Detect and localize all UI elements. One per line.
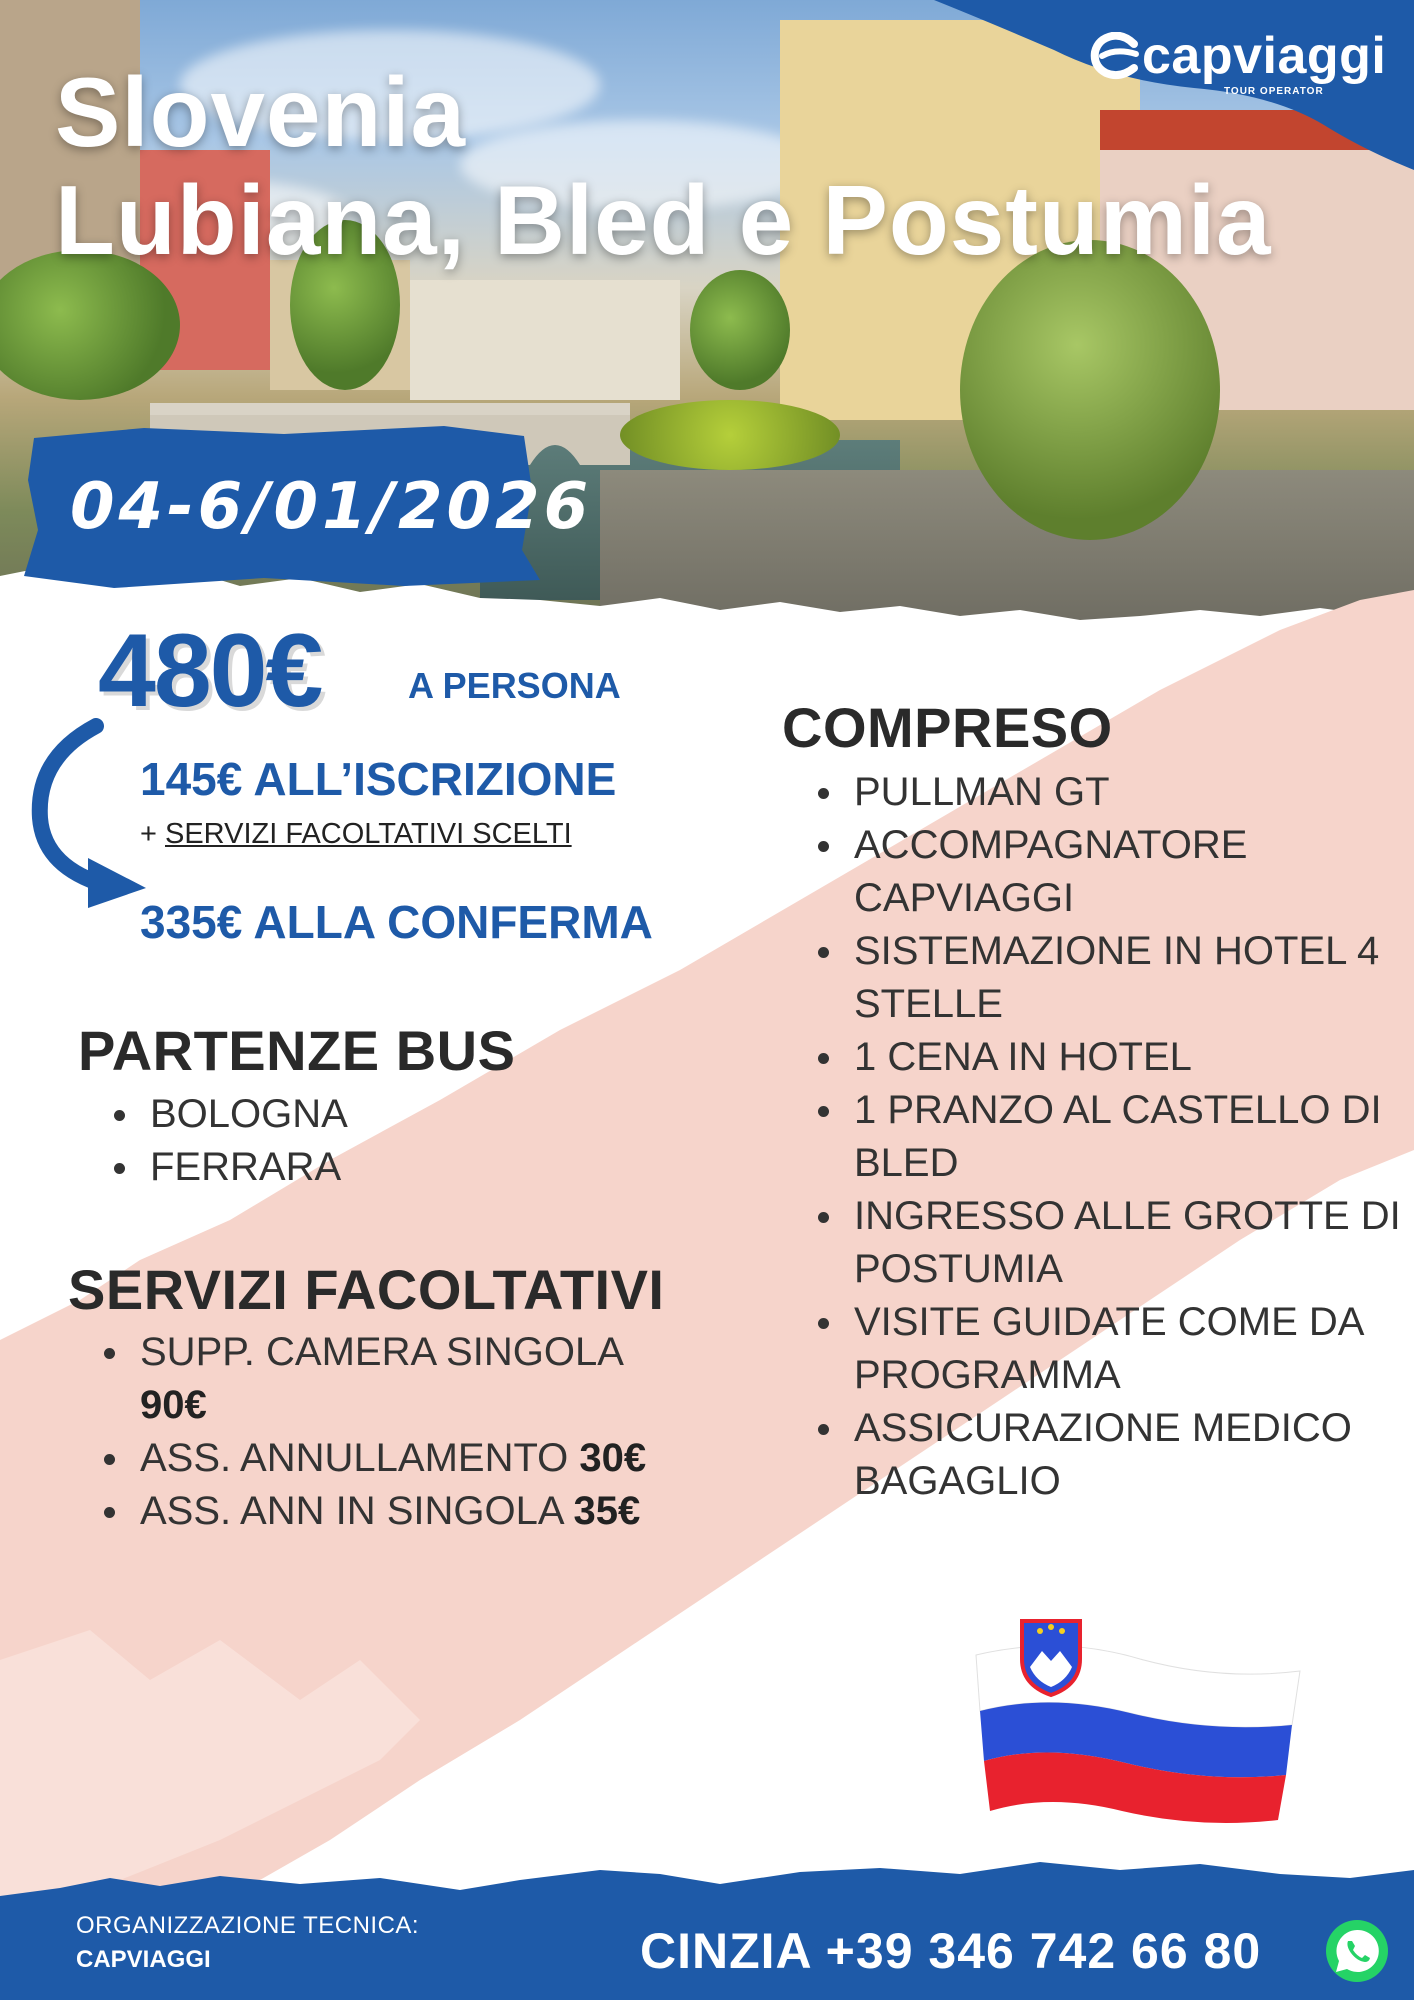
service-price: 35€ — [573, 1489, 641, 1533]
departure-item: FERRARA — [108, 1141, 348, 1194]
price-amount: 480€ — [98, 613, 322, 729]
title-line-1: Slovenia — [55, 57, 467, 167]
optional-service-item — [98, 1485, 698, 1538]
departures-heading: PARTENZE BUS — [78, 1019, 516, 1082]
organizer-name: CAPVIAGGI — [76, 1946, 211, 1973]
service-label: ASS. ANNULLAMENTO — [140, 1436, 569, 1480]
contact-phone[interactable]: CINZIA +39 346 742 66 80 — [640, 1923, 1262, 1979]
included-item: SISTEMAZIONE IN HOTEL 4 STELLE — [812, 925, 1402, 1031]
service-label: ASS. ANN IN SINGOLA — [140, 1489, 563, 1533]
included-heading: COMPRESO — [782, 696, 1113, 759]
slovenia-flag — [970, 1615, 1310, 1835]
included-item: VISITE GUIDATE COME DA PROGRAMMA — [812, 1296, 1402, 1402]
deposit-amount: 145€ ALL’ISCRIZIONE — [140, 753, 617, 805]
included-item: ASSICURAZIONE MEDICO BAGAGLIO — [812, 1402, 1402, 1508]
title-line-2: Lubiana, Bled e Postumia — [55, 165, 1272, 275]
optional-services-note — [140, 818, 572, 851]
price-unit: A PERSONA — [408, 665, 621, 706]
trip-dates: 04-6/01/2026 — [70, 470, 593, 544]
included-item: PULLMAN GT — [812, 766, 1402, 819]
service-price: 30€ — [579, 1436, 647, 1480]
organizer-label: ORGANIZZAZIONE TECNICA: — [76, 1912, 420, 1939]
logo-text: capviaggi — [1142, 27, 1387, 85]
optional-services-link[interactable]: SERVIZI FACOLTATIVI SCELTI — [165, 818, 572, 850]
logo-mark-icon — [1090, 32, 1140, 80]
included-item: INGRESSO ALLE GROTTE DI POSTUMIA — [812, 1190, 1402, 1296]
page-title — [55, 58, 1272, 274]
optional-prefix: + — [140, 818, 165, 850]
service-label: SUPP. CAMERA SINGOLA — [140, 1330, 624, 1374]
included-list — [812, 766, 1402, 1508]
optional-service-item — [98, 1432, 698, 1485]
curved-arrow-icon — [28, 718, 148, 908]
included-item: 1 CENA IN HOTEL — [812, 1031, 1402, 1084]
logo-tagline: TOUR OPERATOR — [1224, 86, 1324, 97]
included-item: ACCOMPAGNATORE CAPVIAGGI — [812, 819, 1402, 925]
departure-item: BOLOGNA — [108, 1088, 348, 1141]
balance-amount: 335€ ALLA CONFERMA — [140, 896, 653, 948]
whatsapp-icon[interactable] — [1324, 1918, 1390, 1984]
optional-service-item — [98, 1326, 698, 1432]
departures-list — [108, 1088, 348, 1194]
optional-services-heading: SERVIZI FACOLTATIVI — [68, 1258, 665, 1321]
optional-services-list — [98, 1326, 698, 1538]
included-item: 1 PRANZO AL CASTELLO DI BLED — [812, 1084, 1402, 1190]
service-price: 90€ — [140, 1383, 207, 1427]
